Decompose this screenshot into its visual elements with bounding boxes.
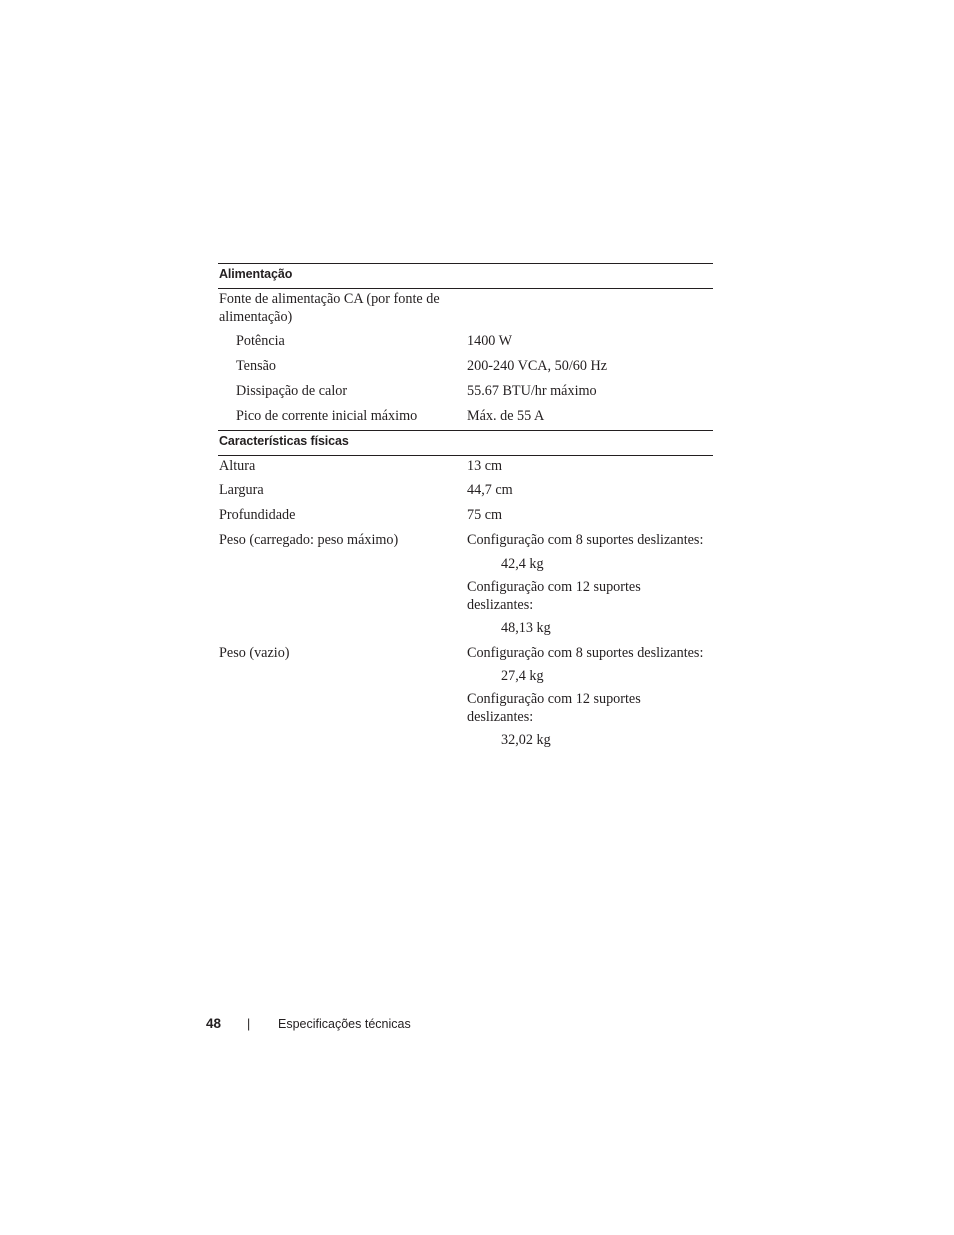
weight-loaded-value-12: 48,13 kg xyxy=(501,620,551,636)
height-value: 13 cm xyxy=(467,458,503,474)
voltage-value: 200-240 VCA, 50/60 Hz xyxy=(467,358,608,374)
weight-loaded-config-8: Configuração com 8 suportes deslizantes: xyxy=(467,532,704,548)
height-label: Altura xyxy=(219,458,256,474)
depth-value: 75 cm xyxy=(467,507,503,523)
page-number: 48 xyxy=(206,1016,222,1031)
footer-separator: | xyxy=(247,1017,251,1031)
weight-loaded-label: Peso (carregado: peso máximo) xyxy=(219,532,399,548)
chapter-title: Especificações técnicas xyxy=(278,1017,411,1031)
weight-empty-value-8: 27,4 kg xyxy=(501,668,544,684)
heat-dissipation-label: Dissipação de calor xyxy=(236,383,348,399)
depth-label: Profundidade xyxy=(219,507,296,523)
power-label: Potência xyxy=(236,333,285,349)
weight-loaded-value-8: 42,4 kg xyxy=(501,556,544,572)
inrush-current-label: Pico de corrente inicial máximo xyxy=(236,408,418,424)
weight-empty-label: Peso (vazio) xyxy=(219,645,290,661)
width-label: Largura xyxy=(219,482,264,498)
voltage-label: Tensão xyxy=(236,358,276,374)
section-heading-physical: Características físicas xyxy=(219,434,349,448)
weight-empty-config-12: Configuração com 12 suportes deslizantes: xyxy=(467,691,641,725)
weight-loaded-config-12: Configuração com 12 suportes deslizantes: xyxy=(467,579,641,613)
section-rule-bottom xyxy=(218,455,713,456)
inrush-current-value: Máx. de 55 A xyxy=(467,408,545,424)
section-rule-top xyxy=(218,263,713,264)
power-value: 1400 W xyxy=(467,333,513,349)
weight-empty-config-8: Configuração com 8 suportes deslizantes: xyxy=(467,645,704,661)
power-supply-label: Fonte de alimentação CA (por fonte de alimentação) xyxy=(219,291,440,325)
section-rule-bottom xyxy=(218,288,713,289)
section-heading-power: Alimentação xyxy=(219,267,293,281)
width-value: 44,7 cm xyxy=(467,482,513,498)
weight-empty-value-12: 32,02 kg xyxy=(501,732,551,748)
heat-dissipation-value: 55.67 BTU/hr máximo xyxy=(467,383,597,399)
section-rule-top xyxy=(218,430,713,431)
